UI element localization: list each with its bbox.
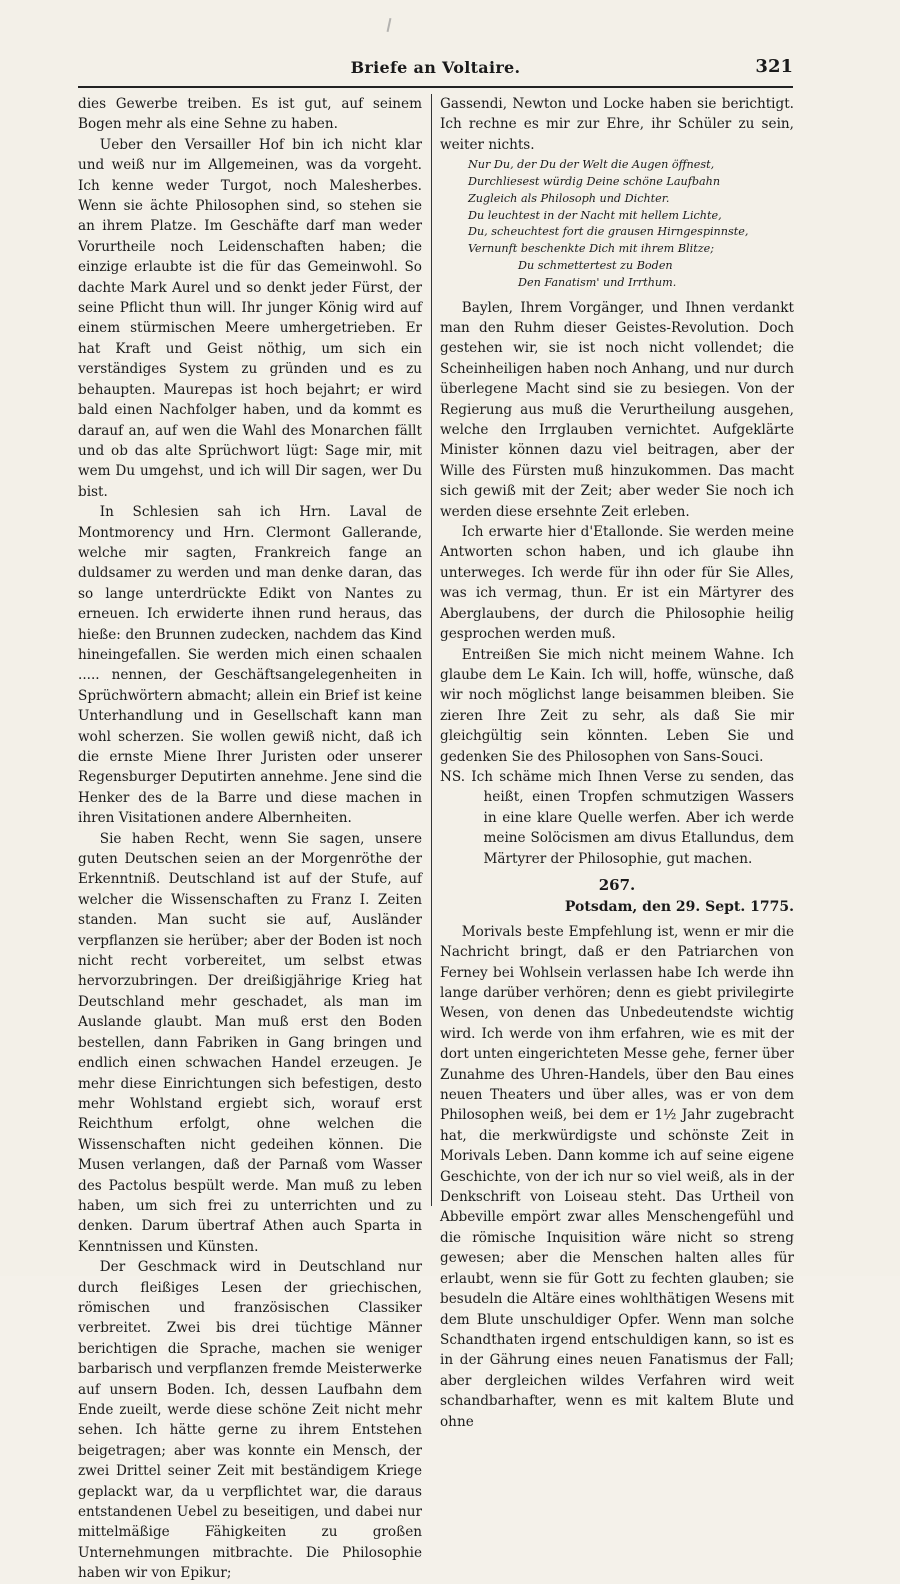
header-rule xyxy=(78,86,793,88)
paragraph: Ueber den Versailler Hof bin ich nicht klar und weiß nur im Allgemeinen, was da vorgeht. Ich kenne weder Turgot, noch Malesherbes. Wenn sie ächte Philosophen sind, so stehen sie an ihrem Platze. Im Geschäfte darf man weder Vorurtheile noch Leidenschaften haben; die einzige erlaubte ist die für das Gemeinwohl. So dachte Mark Aurel und so denkt jeder Fürst, der seine Pflicht thun will. Ihr junger König wird auf einem stürmischen Meere umhergetrieben. Er hat Kraft und Geist nöthig, um sich ein verständiges System zu gründen und es zu behaupten. Maurepas ist hoch bejahrt; er wird bald einen Nachfolger haben, und da kommt es darauf an, auf wen die Wahl des Monarchen fällt und ob das alte Sprüchwort lügt: Sage mir, mit wem Du umgehst, und ich will Dir sagen, wer Du bist. xyxy=(78,136,422,500)
paragraph: Der Geschmack wird in Deutschland nur durch fleißiges Lesen der griechischen, römischen und französischen Classiker verbreitet. Zwei bis drei tüchtige Männer berichtigen die Sprache, machen sie weniger barbarisch und verpflanzen fremde Meisterwerke auf unsern Boden. Ich, dessen Laufbahn dem Ende zueilt, werde diese schöne Zeit nicht mehr sehen. Ich hätte gerne zu ihrem Entstehen beigetragen; aber was konnte ein Mensch, der zwei Drittel seiner Zeit mit beständigem Kriege geplackt war, da u verpflichtet war, die daraus entstandenen Uebel zu beseitigen, und dabei nur mittelmäßige Fähigkeiten zu großen Unternehmungen mitbrachte. Die Philosophie haben wir von Epikur; xyxy=(78,1259,422,1582)
dateline: Potsdam, den 29. Sept. 1775. xyxy=(564,899,794,916)
verse-line: Du schmettertest zu Boden xyxy=(518,259,673,272)
column-divider xyxy=(431,94,432,1206)
paragraph: Entreißen Sie mich nicht meinem Wahne. Ich glaube dem Le Kain. Ich will, hoffe, wünsche, daß wir noch möglichst lange beisammen bleiben. Sie zieren Ihre Zeit zu sehr, als daß Sie mir gleichgültig sein könnten. Leben Sie und gedenken Sie des Philosophen von Sans-Souci. xyxy=(440,646,794,765)
paragraph: Baylen, Ihrem Vorgänger, und Ihnen verdankt man den Ruhm dieser Geistes-Revolution. Doch gestehen wir, sie ist noch nicht vollendet; die Scheinheiligen haben noch Anhang, und nur durch überlegene Macht sind sie zu besiegen. Von der Regierung aus muß die Verurtheilung ausgehen, welche den Irrglauben vernichtet. Aufgeklärte Minister können dazu viel beitragen, aber der Wille des Fürsten muß hinzukommen. Das macht sich gewiß mit der Zeit; aber weder Sie noch ich werden diese ersehnte Zeit erleben. xyxy=(440,299,794,520)
paragraph: Gassendi, Newton und Locke haben sie berichtigt. Ich rechne es mir zur Ehre, ihr Schüler zu sein, weiter nichts. xyxy=(440,96,794,153)
postscript: NS. Ich schäme mich Ihnen Verse zu senden, das heißt, einen Tropfen schmutzigen Wassers in eine klare Quelle werfen. Aber ich werde meine Solöcismen am divus Etallundus, dem Märtyrer der Philosophie, gut machen. xyxy=(440,768,794,867)
paragraph: dies Gewerbe treiben. Es ist gut, auf seinem Bogen mehr als eine Sehne zu haben. xyxy=(78,96,422,133)
verse-line: Du leuchtest in der Nacht mit hellem Lichte, xyxy=(468,208,722,222)
verse-line: Vernunft beschenkte Dich mit ihrem Blitze; xyxy=(468,242,714,256)
paragraph: In Schlesien sah ich Hrn. Laval de Montmorency und Hrn. Clermont Gallerande, welche mir sagten, Frankreich fange an duldsamer zu werden und man denke daran, das so lange unterdrückte Edikt von Nantes zu erneuen. Ich erwiderte ihnen rund heraus, das hieße: den Brunnen zudecken, nachdem das Kind hineingefallen. Sie werden mich einen schaalen ..... nennen, der Geschäftsangelegenheiten in Sprüchwörtern abmacht; allein ein Brief ist keine Unterhandlung und in Gesellschaft kann man wohl scherzen. Sie wollen gewiß nicht, daß ich die ernste Miene Ihrer Juristen oder unserer Regensburger Deputirten annehme. Jene sind die Henker des de la Barre und diese machen in ihren Visitationen andere Albernheiten. xyxy=(78,504,422,827)
verse-line: Den Fanatism' und Irrthum. xyxy=(518,275,677,289)
ink-mark xyxy=(387,18,392,32)
verse-line: Du, scheuchtest fort die grausen Hirngespinnste, xyxy=(468,225,749,239)
paragraph: Sie haben Recht, wenn Sie sagen, unsere guten Deutschen seien an der Morgenröthe der Erkenntniß. Deutschland ist auf der Stufe, auf welcher die Wissenschaften zu Franz I. Zeiten standen. Man sucht sie auf, Ausländer verpflanzen sie herüber; aber der Boden ist noch nicht recht vorbereitet, um selbst etwas hervorzubringen. Der dreißigjährige Krieg hat Deutschland mehr geschadet, als man im Auslande glaubt. Man muß erst den Boden bestellen, dann Fabriken in Gang bringen und endlich einen schwachen Handel erzeugen. Je mehr diese Einrichtungen sich befestigen, desto mehr Wohlstand ergiebt sich, worauf erst Reichthum erfolgt, ohne welchen die Wissenschaften nicht gedeihen können. Die Musen verlangen, daß der Parnaß vom Wasser des Pactolus bespült werde. Man muß zu leben haben, um sich frei zu unterrichten und zu denken. Darum übertraf Athen auch Sparta in Kenntnissen und Künsten. xyxy=(78,830,422,1255)
paragraph: Ich erwarte hier d'Etallonde. Sie werden meine Antworten schon haben, und ich glaube ihn unterweges. Ich werde für ihn oder für Sie Alles, was ich vermag, thun. Er ist ein Märtyrer des Aberglaubens, der durch die Philosophie heilig gesprochen werden muß. xyxy=(440,524,794,643)
page-header xyxy=(78,58,793,82)
verse-line: Nur Du, der Du der Welt die Augen öffnest, xyxy=(468,158,715,172)
verse-block xyxy=(468,157,794,291)
running-title: Briefe an Voltaire. xyxy=(350,58,521,77)
letter-number: 267. xyxy=(598,875,636,894)
paragraph: Morivals beste Empfehlung ist, wenn er mir die Nachricht bringt, daß er den Patriarchen von Ferney bei Wohlsein verlassen habe Ich werde ihn lange darüber verhören; denn es giebt privilegirte Wesen, von denen das Unbedeutendste wichtig wird. Ich werde von ihm erfahren, wie es mit der dort unten eingerichteten Messe gehe, ferner über Zunahme des Uhren-Handels, über den Bau eines neuen Theaters und über alles, was er von dem Philosophen weiß, bei dem er 1½ Jahr zugebracht hat, die merkwürdigste und schönste Zeit in Morivals Leben. Dann komme ich auf seine eigene Geschichte, von der ich nur so viel weiß, als in der Denkschrift von Loiseau steht. Das Urtheil von Abbeville empört zwar alles Menschengefühl und die römische Inquisition wäre nicht so streng gewesen; aber die Menschen halten alles für erlaubt, wenn sie für Gott zu fechten glauben; sie besudeln die Altäre eines wohlthätigen Wesens mit dem Blute unschuldiger Opfer. Wenn man solche Schandthaten irgend entschuldigen kann, so ist es in der Gährung eines neuen Fanatismus der Fall; aber dergleichen wildes Verfahren wird weit schandbarhafter, wenn es mit kaltem Blute und ohne xyxy=(440,923,794,1430)
right-column xyxy=(440,94,794,1430)
page-number: 321 xyxy=(755,56,793,77)
verse-line: Durchliesest würdig Deine schöne Laufbahn xyxy=(468,175,721,189)
left-column xyxy=(78,94,422,1582)
verse-line: Zugleich als Philosoph und Dichter. xyxy=(468,191,670,205)
